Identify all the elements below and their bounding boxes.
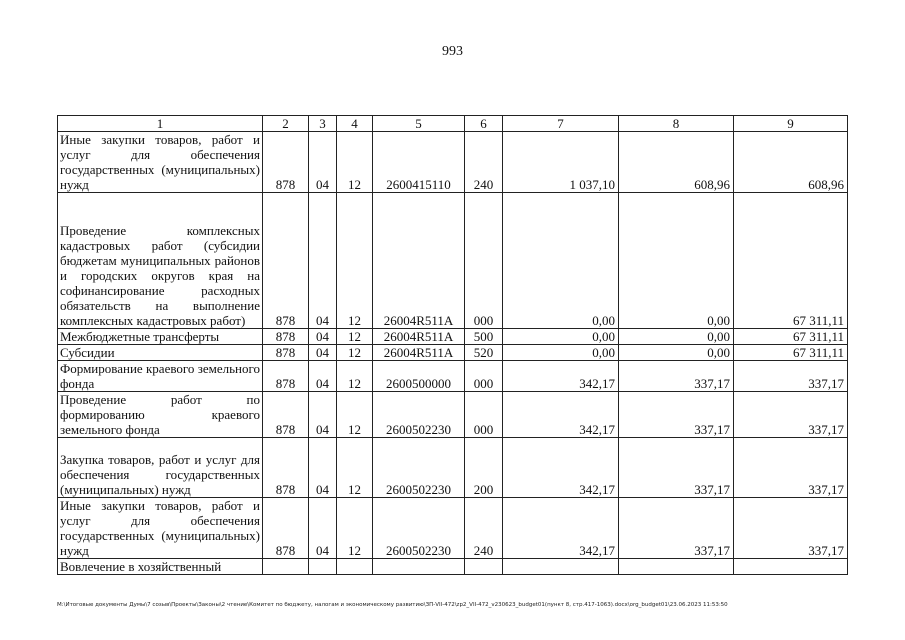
row-code-cell: 878: [263, 132, 309, 193]
row-code-cell: [337, 559, 373, 575]
row-code-cell: 520: [465, 345, 503, 361]
table-row: [58, 361, 848, 392]
row-code-cell: 878: [263, 361, 309, 392]
row-code-cell: 2600502230: [373, 392, 465, 438]
row-code-cell: 04: [309, 329, 337, 345]
page-number: 993: [442, 44, 463, 59]
row-name-cell: Проведение комплексных кадастровых работ (субсидии бюджетам муниципальных районов и городских округов края на софинансирование расходных обязательств на выполнение комплексных кадастровых работ): [58, 193, 263, 329]
document-file-path: M:\Итоговые документы Думы\7 созыв\Проекты\Законы\2 чтение\Комитет по бюджету, налогам и экономическому развитию\ЗП-VII-472\zp2_VII-472_v230623_budget01(пункт 8, стр.417-1063).docx\org_budget01\23.06.2023 11:53:50: [57, 602, 728, 608]
header-cell: 7: [503, 116, 619, 132]
row-amount-cell: 342,17: [503, 361, 619, 392]
row-amount-cell: 608,96: [734, 132, 848, 193]
row-code-cell: 12: [337, 392, 373, 438]
row-code-cell: 2600415110: [373, 132, 465, 193]
row-code-cell: 2600502230: [373, 498, 465, 559]
row-code-cell: 878: [263, 392, 309, 438]
row-name-cell: Иные закупки товаров, работ и услуг для обеспечения государственных (муниципальных) нужд: [58, 498, 263, 559]
row-name-cell: Иные закупки товаров, работ и услуг для обеспечения государственных (муниципальных) нужд: [58, 132, 263, 193]
row-amount-cell: 0,00: [619, 329, 734, 345]
row-amount-cell: 337,17: [734, 392, 848, 438]
row-amount-cell: 337,17: [619, 438, 734, 498]
row-code-cell: 12: [337, 345, 373, 361]
row-amount-cell: 337,17: [619, 361, 734, 392]
row-code-cell: 04: [309, 132, 337, 193]
row-name-cell: Проведение работ по формированию краевого земельного фонда: [58, 392, 263, 438]
row-code-cell: 26004R511A: [373, 329, 465, 345]
row-amount-cell: 337,17: [734, 498, 848, 559]
row-code-cell: 04: [309, 498, 337, 559]
header-cell: 1: [58, 116, 263, 132]
table-header-row: [58, 116, 848, 132]
row-code-cell: 12: [337, 132, 373, 193]
table-row: [58, 392, 848, 438]
row-amount-cell: 342,17: [503, 438, 619, 498]
row-code-cell: 878: [263, 193, 309, 329]
row-name-cell: Субсидии: [58, 345, 263, 361]
row-code-cell: [465, 559, 503, 575]
row-amount-cell: 0,00: [503, 193, 619, 329]
row-code-cell: 26004R511A: [373, 345, 465, 361]
table-row: [58, 329, 848, 345]
row-name-cell: Закупка товаров, работ и услуг для обеспечения государственных (муниципальных) нужд: [58, 438, 263, 498]
header-cell: 4: [337, 116, 373, 132]
row-amount-cell: 1 037,10: [503, 132, 619, 193]
row-code-cell: 12: [337, 329, 373, 345]
row-amount-cell: 0,00: [619, 345, 734, 361]
header-cell: 2: [263, 116, 309, 132]
row-name-cell: Формирование краевого земельного фонда: [58, 361, 263, 392]
table-row: [58, 559, 848, 575]
row-amount-cell: 342,17: [503, 498, 619, 559]
row-code-cell: 04: [309, 438, 337, 498]
table-row: [58, 498, 848, 559]
row-code-cell: 12: [337, 193, 373, 329]
row-code-cell: [373, 559, 465, 575]
table-row: [58, 345, 848, 361]
header-cell: 8: [619, 116, 734, 132]
row-code-cell: 04: [309, 392, 337, 438]
budget-table: [57, 115, 848, 575]
row-code-cell: 000: [465, 361, 503, 392]
row-amount-cell: 67 311,11: [734, 329, 848, 345]
row-amount-cell: 0,00: [619, 193, 734, 329]
row-code-cell: 000: [465, 392, 503, 438]
row-code-cell: 12: [337, 438, 373, 498]
row-amount-cell: 337,17: [619, 498, 734, 559]
row-amount-cell: 342,17: [503, 392, 619, 438]
row-code-cell: 26004R511A: [373, 193, 465, 329]
header-cell: 5: [373, 116, 465, 132]
row-code-cell: 2600500000: [373, 361, 465, 392]
table-row: [58, 132, 848, 193]
row-code-cell: 12: [337, 361, 373, 392]
row-name-cell: Межбюджетные трансферты: [58, 329, 263, 345]
row-code-cell: 12: [337, 498, 373, 559]
table-row: [58, 193, 848, 329]
table-row: [58, 438, 848, 498]
header-cell: 3: [309, 116, 337, 132]
row-code-cell: 2600502230: [373, 438, 465, 498]
row-amount-cell: 0,00: [503, 345, 619, 361]
row-code-cell: 878: [263, 438, 309, 498]
row-amount-cell: 0,00: [503, 329, 619, 345]
row-amount-cell: 337,17: [619, 392, 734, 438]
row-code-cell: 000: [465, 193, 503, 329]
row-amount-cell: 67 311,11: [734, 193, 848, 329]
row-code-cell: 500: [465, 329, 503, 345]
header-cell: 9: [734, 116, 848, 132]
row-amount-cell: [503, 559, 619, 575]
row-code-cell: 240: [465, 132, 503, 193]
row-code-cell: 878: [263, 329, 309, 345]
row-amount-cell: [619, 559, 734, 575]
row-amount-cell: 67 311,11: [734, 345, 848, 361]
row-amount-cell: 337,17: [734, 361, 848, 392]
row-code-cell: 240: [465, 498, 503, 559]
row-code-cell: 200: [465, 438, 503, 498]
row-code-cell: [263, 559, 309, 575]
row-code-cell: 04: [309, 193, 337, 329]
row-amount-cell: 608,96: [619, 132, 734, 193]
row-code-cell: 878: [263, 498, 309, 559]
row-name-cell: Вовлечение в хозяйственный: [58, 559, 263, 575]
row-code-cell: [309, 559, 337, 575]
header-cell: 6: [465, 116, 503, 132]
row-code-cell: 04: [309, 345, 337, 361]
row-amount-cell: 337,17: [734, 438, 848, 498]
row-amount-cell: [734, 559, 848, 575]
row-code-cell: 878: [263, 345, 309, 361]
row-code-cell: 04: [309, 361, 337, 392]
